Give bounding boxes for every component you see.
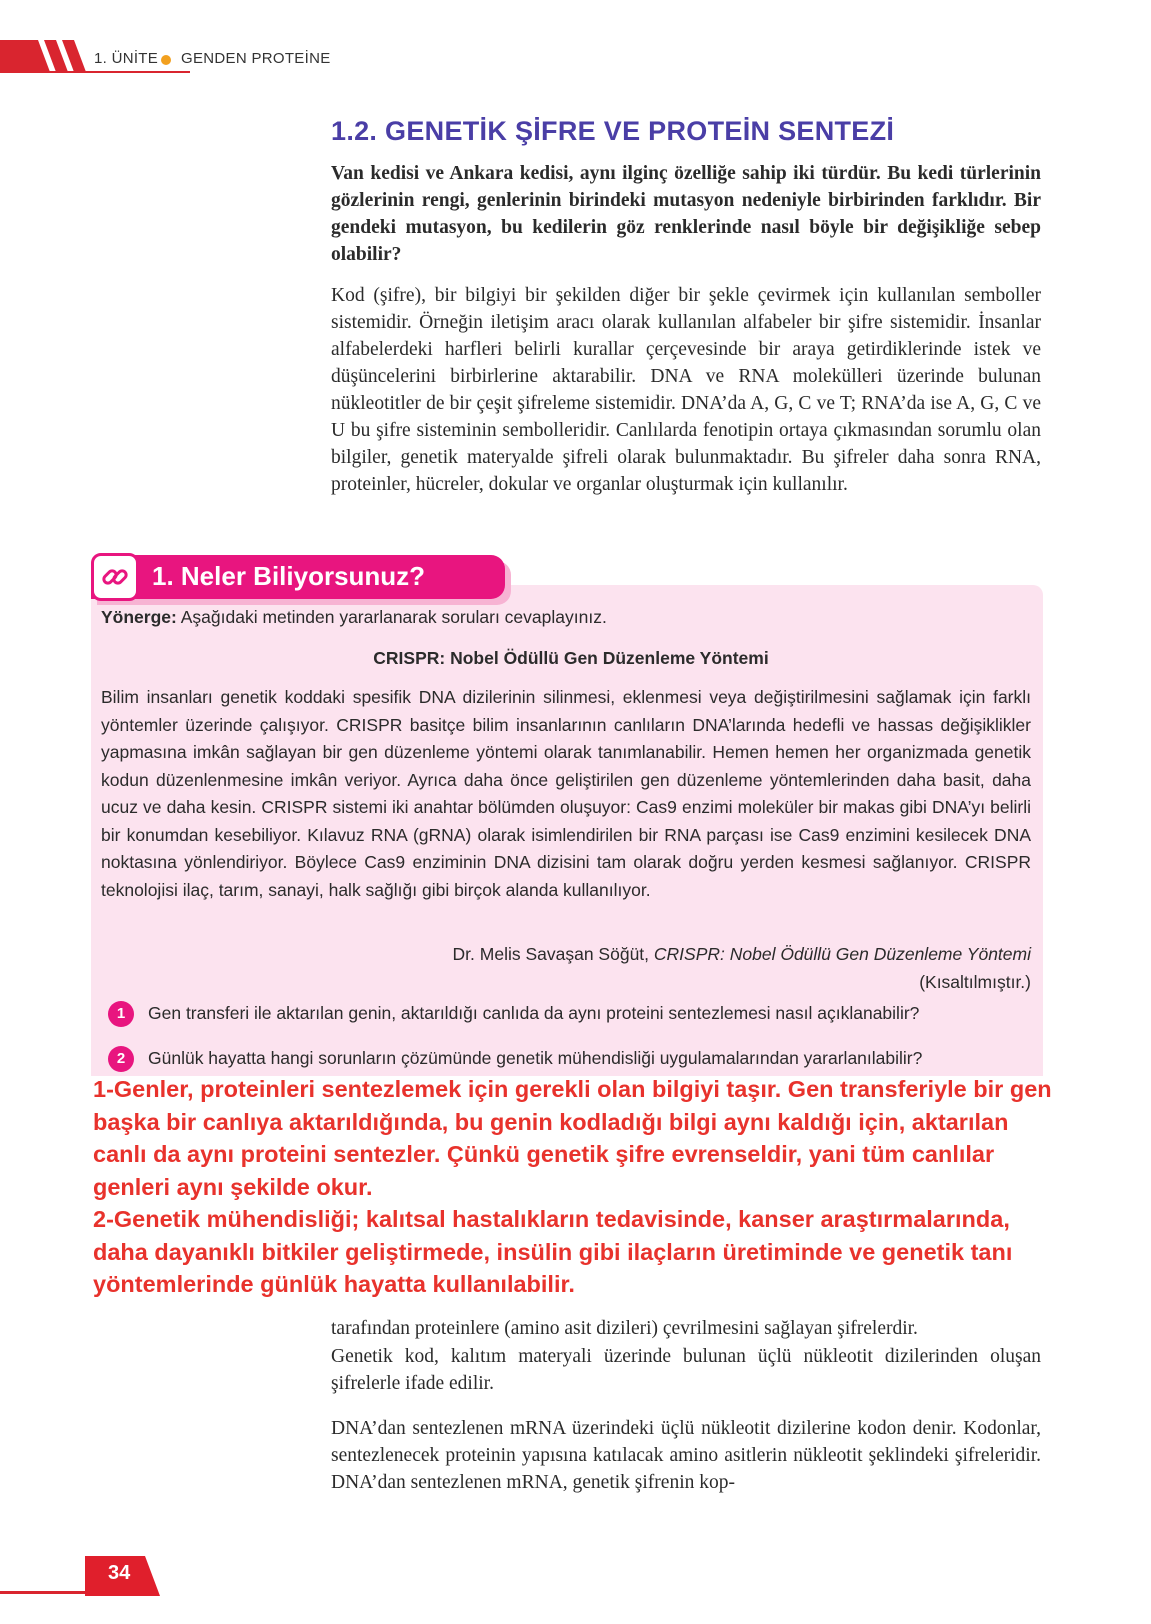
question-1 [108,1000,1048,1028]
answer-1: 1-Genler, proteinleri sentezlemek için gerekli olan bilgiyi taşır. Gen transferiyle bir gen başka bir canlıya aktarıldığında, bu genin kodladığı bilgi aynı kaldığı için, aktarılan canlı da aynı proteini sentezler. Çünkü genetik şifre evrenseldir, yani tüm canlılar genleri aynı şekilde okur. [93,1076,1052,1200]
question-number-badge: 1 [108,1001,134,1027]
paragraph-genetic-code: Genetik kod, kalıtım materyali üzerinde bulunan üçlü nükleotit dizilerinden oluşan şifrelerle ifade edilir. [331,1346,1041,1394]
unit-label: 1. ÜNİTE [94,50,159,67]
unit-topic: GENDEN PROTEİNE [181,50,331,67]
question-text: Günlük hayatta hangi sorunların çözümünde genetik mühendisliği uygulamalarından yararlanılabilir? [148,1048,923,1068]
paragraph-codon: DNA’dan sentezlenen mRNA üzerindeki üçlü nükleotit dizilerine kodon denir. Kodonlar, sentezlenecek proteinin yapısına katılacak amino asitlerin nükleotit şeklindeki şifreleridir. DNA’dan sentezlenen mRNA, genetik şifrenin kop- [331,1418,1041,1493]
link-icon [91,553,139,601]
header-stripes-decoration [0,40,100,74]
answers-block [93,1073,1053,1301]
citation-title: CRISPR: Nobel Ödüllü Gen Düzenleme Yöntemi [653,944,1031,964]
instruction-label: Yönerge: [101,607,177,627]
question-2 [108,1045,1048,1073]
header-dot-icon [161,55,171,65]
citation [101,941,1031,996]
header-underline [0,71,190,73]
question-number-badge: 2 [108,1046,134,1072]
cutoff-line [331,1318,1041,1342]
paragraph-code-definition: Kod (şifre), bir bilgiyi bir şekilden diğer bir şekle çevirmek için kullanılan semboller sistemidir. Örneğin iletişim aracı olarak kullanılan alfabeler bir şifre sistemidir. İnsanlar alfabelerdeki harfleri belirli kurallar çerçevesinde bir araya getirdiklerinde istek ve düşüncelerini birbirlerine aktarabilir. DNA ve RNA molekülleri üzerinde bulunan nükleotitler de bir çeşit şifreleme sistemidir. DNA’da A, G, C ve T; RNA’da ise A, G, C ve U bu şifre sisteminin sembolleridir. Canlılarda fenotipin ortaya çıkmasından sorumlu olan bilgiler, genetik materyalde şifreli olarak bulunmaktadır. Bu şifreler daha sonra RNA, proteinler, hücreler, dokular ve organlar oluşturmak için kullanılır. [331,285,1041,495]
article-heading: CRISPR: Nobel Ödüllü Gen Düzenleme Yöntemi [373,648,769,668]
instruction [101,604,1041,632]
instruction-text: Aşağıdaki metinden yararlanarak soruları cevaplayınız. [176,607,607,627]
cutoff-line-text: tarafından proteinlere (amino asit dizileri) çevrilmesini sağlayan şifrelerdir. [331,1318,918,1339]
article-text: Bilim insanları genetik koddaki spesifik DNA dizilerinin silinmesi, eklenmesi veya değiştirilmesini sağlamak için farklı yöntemler üzerinde çalışıyor. CRISPR basitçe bilim insanlarının canlıların DNA’larında hedefli ve hassas değişiklikler yapmasına imkân sağlayan bir gen düzenleme yöntemi olarak tanımlanabilir. Hemen hemen her organizmada genetik kodun düzenlenmesine imkân veriyor. Ayrıca daha önce geliştirilen gen düzenleme yöntemlerinden daha basit, daha ucuz ve daha kesin. CRISPR sistemi iki anahtar bölümden oluşuyor: Cas9 enzimi moleküler bir makas gibi DNA’yı belirli bir konumdan kesebiliyor. Kılavuz RNA (gRNA) olarak isimlendirilen bir RNA parçası ise Cas9 enzimini kesilecek DNA noktasına yönlendiriyor. Böylece Cas9 enziminin DNA dizisini tam olarak doğru yerden kesmesi sağlanıyor. CRISPR teknolojisi ilaç, tarım, sanayi, halk sağlığı gibi birçok alanda kullanılıyor. [101,687,1031,900]
question-text: Gen transferi ile aktarılan genin, aktarıldığı canlıda da aynı proteini sentezlemesi nasıl açıklanabilir? [148,1003,920,1023]
footer-line [0,1591,95,1594]
activity-title: 1. Neler Biliyorsunuz? [152,561,426,591]
section-title: 1.2. GENETİK ŞİFRE VE PROTEİN SENTEZİ [331,116,895,146]
citation-author: Dr. Melis Savaşan Söğüt, [452,944,654,964]
page-number: 34 [108,1562,131,1584]
intro-question: Van kedisi ve Ankara kedisi, aynı ilginç özelliğe sahip iki türdür. Bu kedi türlerinin gözlerinin rengi, genlerinin birindeki mutasyon nedeniyle birbirinden farklıdır. Bir gendeki mutasyon, bu kedilerin göz renklerinde nasıl böyle bir değişikliğe sebep olabilir? [331,163,1041,265]
answer-2: 2-Genetik mühendisliği; kalıtsal hastalıkların tedavisinde, kanser araştırmalarında, daha dayanıklı bitkiler geliştirmede, insülin gibi ilaçların üretiminde ve genetik tanı yöntemlerinde günlük hayatta kullanılabilir. [93,1206,1013,1297]
citation-note: (Kısaltılmıştır.) [919,971,1031,992]
